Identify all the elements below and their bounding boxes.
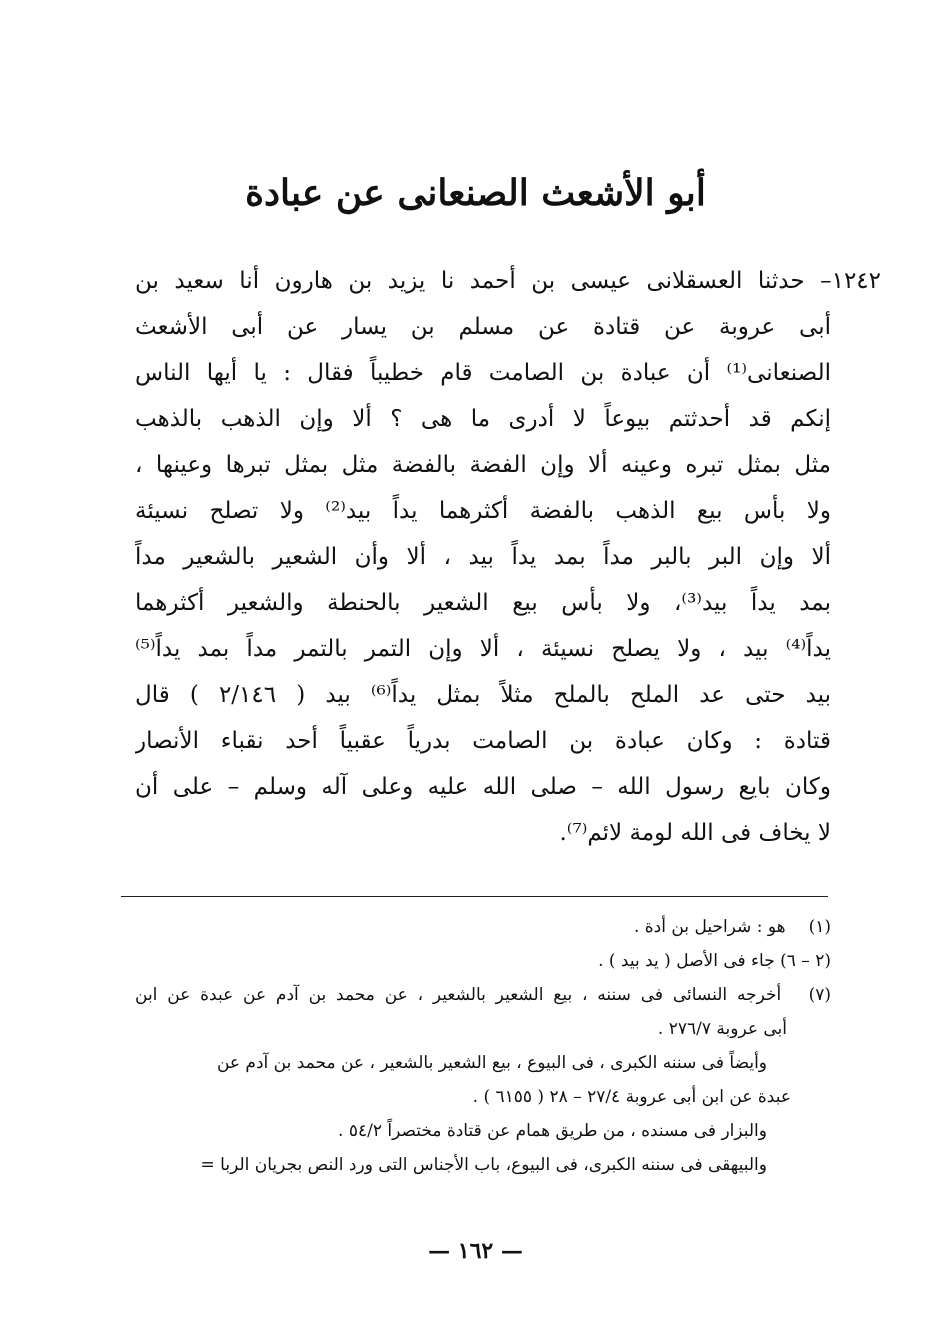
page-title: أبو الأشعث الصنعانى عن عبادة (245, 172, 706, 214)
hadith-text (135, 258, 881, 856)
hadith-line: قتادة : وكان عبادة بن الصامت بدرياً عقبياً أحد نقباء الأنصار (135, 728, 831, 754)
footnote-marker: (٢ – ٦) (780, 951, 831, 971)
hadith-number: ١٢٤٢– (820, 268, 881, 294)
footnote-divider (121, 896, 828, 897)
footnote-continuation-line: وأيضاً فى سننه الكبرى ، فى البيوع ، بيع الشعير بالشعير ، عن محمد بن آدم عن (216, 1053, 767, 1073)
footnote-text: أخرجه النسائى فى سننه ، بيع الشعير بالشعير ، عن محمد بن آدم عن عبدة عن ابن (135, 985, 782, 1005)
page-number: — ١٦٢ — (428, 1238, 523, 1264)
hadith-line: مثل بمثل تبره وعينه ألا وإن الفضة بالفضة مثل بمثل تبرها وعينها ، (135, 452, 831, 478)
hadith-line: ولا بأس بيع الذهب بالفضة أكثرهما يداً بيد⁽²⁾ ولا تصلح نسيئة (135, 498, 831, 524)
footnote (135, 910, 831, 944)
footnote-continuation-line: أبى عروبة ٢٧٦/٧ . (657, 1019, 787, 1039)
hadith-line: إنكم قد أحدثتم بيوعاً لا أدرى ما هى ؟ ألا وإن الذهب بالذهب (135, 406, 831, 432)
footnote (135, 944, 831, 978)
hadith-line: وكان بايع رسول الله – صلى الله عليه وعلى آله وسلم – على أن (135, 774, 831, 800)
footnote-text: هو : شراحيل بن أدة . (633, 917, 786, 937)
hadith-line: يداً⁽⁴⁾ بيد ، ولا يصلح نسيئة ، ألا وإن التمر بالتمر مداً بمد يداً⁽⁵⁾ (135, 636, 831, 662)
hadith-line: ألا وإن البر بالبر مداً بمد يداً بيد ، ألا وأن الشعير بالشعير مداً (135, 544, 831, 570)
footnote-continuation-line: والبيهقى فى سننه الكبرى، فى البيوع، باب الأجناس التى ورد النص بجريان الربا = (200, 1155, 767, 1175)
footnote (135, 978, 831, 1012)
footnote-text: جاء فى الأصل ( يد بيد ) . (598, 951, 775, 971)
footnotes (135, 910, 831, 1182)
footnote-continuation-line: والبزار فى مسنده ، من طريق همام عن قتادة مختصراً ٥٤/٢ . (338, 1121, 767, 1141)
hadith-line: بيد حتى عد الملح بالملح مثلاً بمثل يداً⁽⁶⁾ بيد ( ٢/١٤٦ ) قال (135, 682, 831, 708)
footnote-continuation-line: عبدة عن ابن أبى عروبة ٢٧/٤ – ٢٨ ( ٦١٥٥ ) . (472, 1087, 791, 1107)
hadith-line: ١٢٤٢– حدثنا العسقلانى عيسى بن أحمد نا يزيد بن هارون أنا سعيد بن (135, 268, 881, 294)
footnote-marker: (١) (808, 917, 831, 937)
hadith-line: الصنعانى⁽¹⁾ أن عبادة بن الصامت قام خطيباً فقال : يا أيها الناس (135, 360, 831, 386)
hadith-line: بمد يداً بيد⁽³⁾، ولا بأس بيع الشعير بالحنطة والشعير أكثرهما (135, 590, 831, 616)
hadith-line: أبى عروبة عن قتادة عن مسلم بن يسار عن أبى الأشعث (135, 314, 831, 340)
hadith-line: لا يخاف فى الله لومة لائم⁽⁷⁾. (559, 820, 831, 846)
footnote-marker: (٧) (808, 985, 831, 1005)
